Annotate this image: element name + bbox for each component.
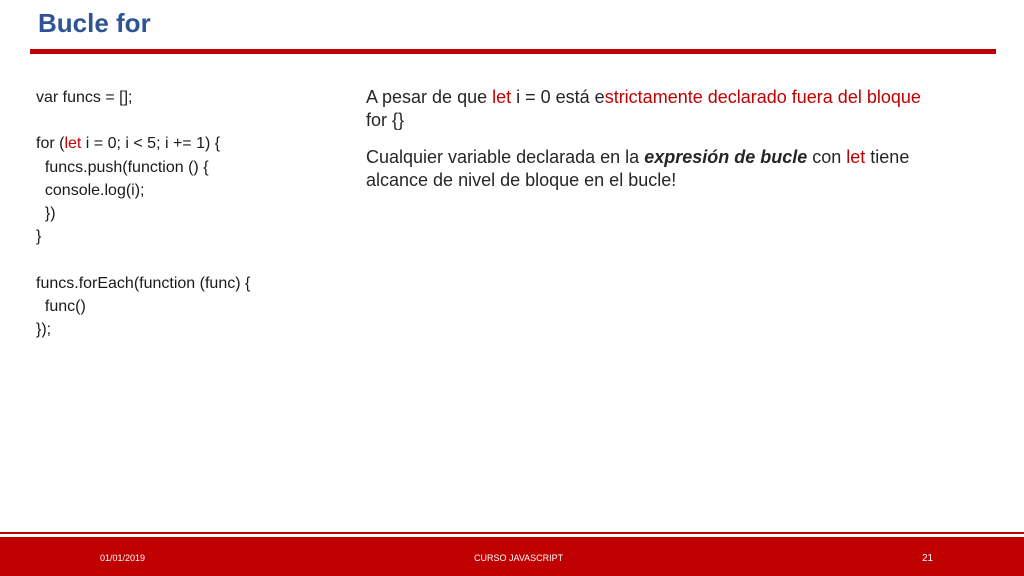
footer-divider: [0, 532, 1024, 534]
code-line: [36, 248, 336, 271]
slide-title: Bucle for: [38, 8, 151, 38]
code-line: }): [36, 205, 56, 222]
page-number: 21: [922, 553, 934, 564]
footer-course: CURSO JAVASCRIPT: [474, 553, 564, 563]
code-line: func(): [36, 297, 86, 315]
title-divider: [30, 49, 996, 54]
emphasized-phrase: expresión de bucle: [644, 147, 808, 167]
let-keyword: let: [846, 147, 866, 167]
note-paragraph-1: A pesar de que let i = 0 está estrictamente declarado fuera del bloque for {}: [366, 87, 921, 130]
let-keyword: let: [492, 87, 512, 107]
code-line: });: [36, 321, 52, 338]
code-block: [36, 86, 336, 341]
highlighted-phrase: strictamente declarado fuera del bloque: [604, 87, 921, 107]
code-line: [36, 109, 336, 132]
explanation-text: [366, 86, 926, 206]
code-line: funcs.forEach(function (func) {: [36, 274, 251, 292]
note-paragraph-2: Cualquier variable declarada en la expresión de bucle con let tiene alcance de nivel de bloque en el bucle!: [366, 147, 910, 190]
footer-bar: [0, 537, 1024, 576]
code-line: var funcs = [];: [36, 89, 133, 106]
code-line: for (let i = 0; i < 5; i += 1) {: [36, 135, 221, 153]
code-line: console.log(i);: [36, 181, 145, 199]
let-keyword: let: [64, 135, 82, 153]
code-line: funcs.push(function () {: [36, 158, 209, 176]
footer-date: 01/01/2019: [100, 553, 146, 563]
code-line: }: [36, 228, 42, 246]
